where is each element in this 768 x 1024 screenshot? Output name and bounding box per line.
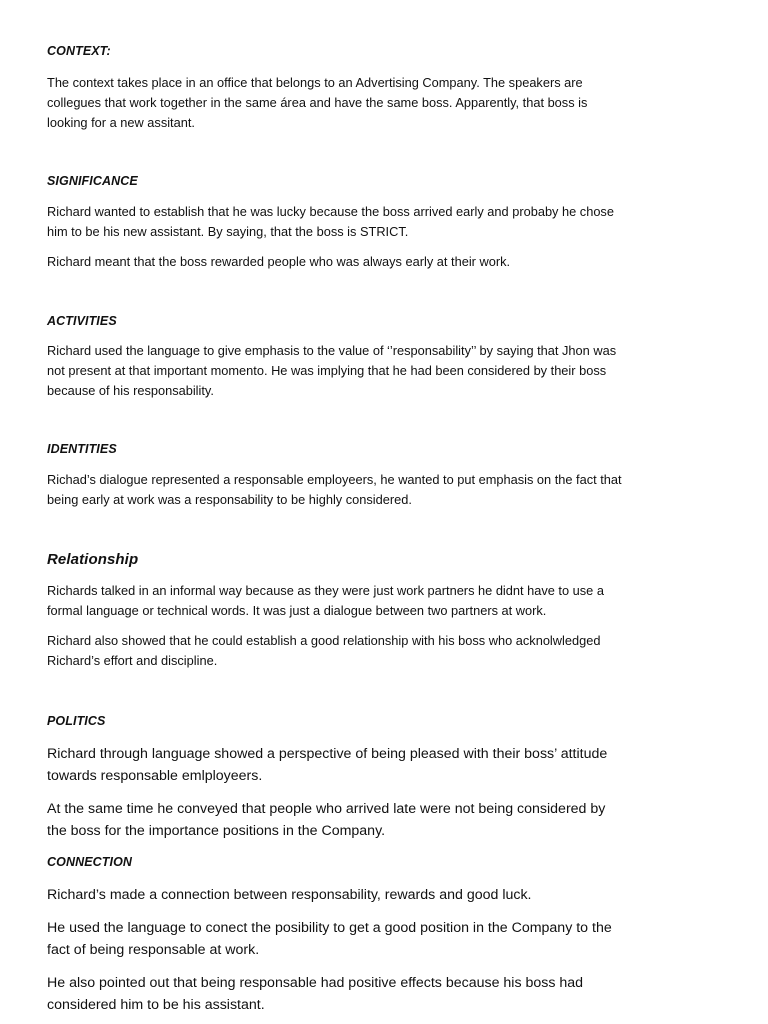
politics-line-4: the boss for the importance positions in the Company.	[47, 823, 386, 839]
relationship-line-2: formal language or technical words. It was just a dialogue between two partners at work.	[47, 603, 547, 618]
heading-politics: POLITICS	[47, 714, 106, 728]
connection-line-5: considered him to be his assistant.	[47, 997, 265, 1013]
identities-line-1: Richad’s dialogue represented a responsable employeers, he wanted to put emphasis on the fact that	[47, 472, 622, 487]
significance-line-2: him to be his new assistant. By saying, that the boss is STRICT.	[47, 224, 409, 239]
context-line-2: collegues that work together in the same área and have the same boss. Apparently, that boss is	[47, 95, 588, 110]
heading-identities: IDENTITIES	[47, 442, 117, 456]
relationship-line-1: Richards talked in an informal way because as they were just work partners he didnt have to use a	[47, 583, 604, 598]
context-line-3: looking for a new assitant.	[47, 115, 195, 130]
heading-relationship: Relationship	[47, 551, 139, 568]
connection-line-1: Richard’s made a connection between responsability, rewards and good luck.	[47, 887, 532, 903]
politics-line-3: At the same time he conveyed that people who arrived late were not being considered by	[47, 801, 606, 817]
connection-line-3: fact of being responsable at work.	[47, 942, 260, 958]
connection-line-4: He also pointed out that being responsable had positive effects because his boss had	[47, 975, 584, 991]
significance-line-1: Richard wanted to establish that he was lucky because the boss arrived early and probaby he chose	[47, 204, 614, 219]
heading-significance: SIGNIFICANCE	[47, 174, 138, 188]
identities-line-2: being early at work was a responsability to be highly considered.	[47, 492, 412, 507]
politics-line-2: towards responsable emlployeers.	[47, 768, 263, 784]
activities-line-2: not present at that important momento. He was implying that he had been considered by their boss	[47, 363, 607, 378]
connection-line-2: He used the language to conect the posibility to get a good position in the Company to the	[47, 920, 612, 936]
relationship-line-3: Richard also showed that he could establish a good relationship with his boss who acknolwledged	[47, 633, 601, 648]
heading-activities: ACTIVITIES	[47, 314, 117, 328]
heading-connection: CONNECTION	[47, 855, 133, 869]
relationship-line-4: Richard’s effort and discipline.	[47, 653, 218, 668]
activities-line-3: because of his responsability.	[47, 383, 214, 398]
heading-context: CONTEXT:	[47, 44, 111, 58]
politics-line-1: Richard through language showed a perspective of being pleased with their boss’ attitude	[47, 746, 608, 762]
significance-line-3: Richard meant that the boss rewarded people who was always early at their work.	[47, 254, 511, 269]
activities-line-1: Richard used the language to give emphasis to the value of ‘’responsability’’ by saying that Jhon was	[47, 343, 617, 358]
context-line-1: The context takes place in an office that belongs to an Advertising Company. The speakers are	[47, 75, 583, 90]
